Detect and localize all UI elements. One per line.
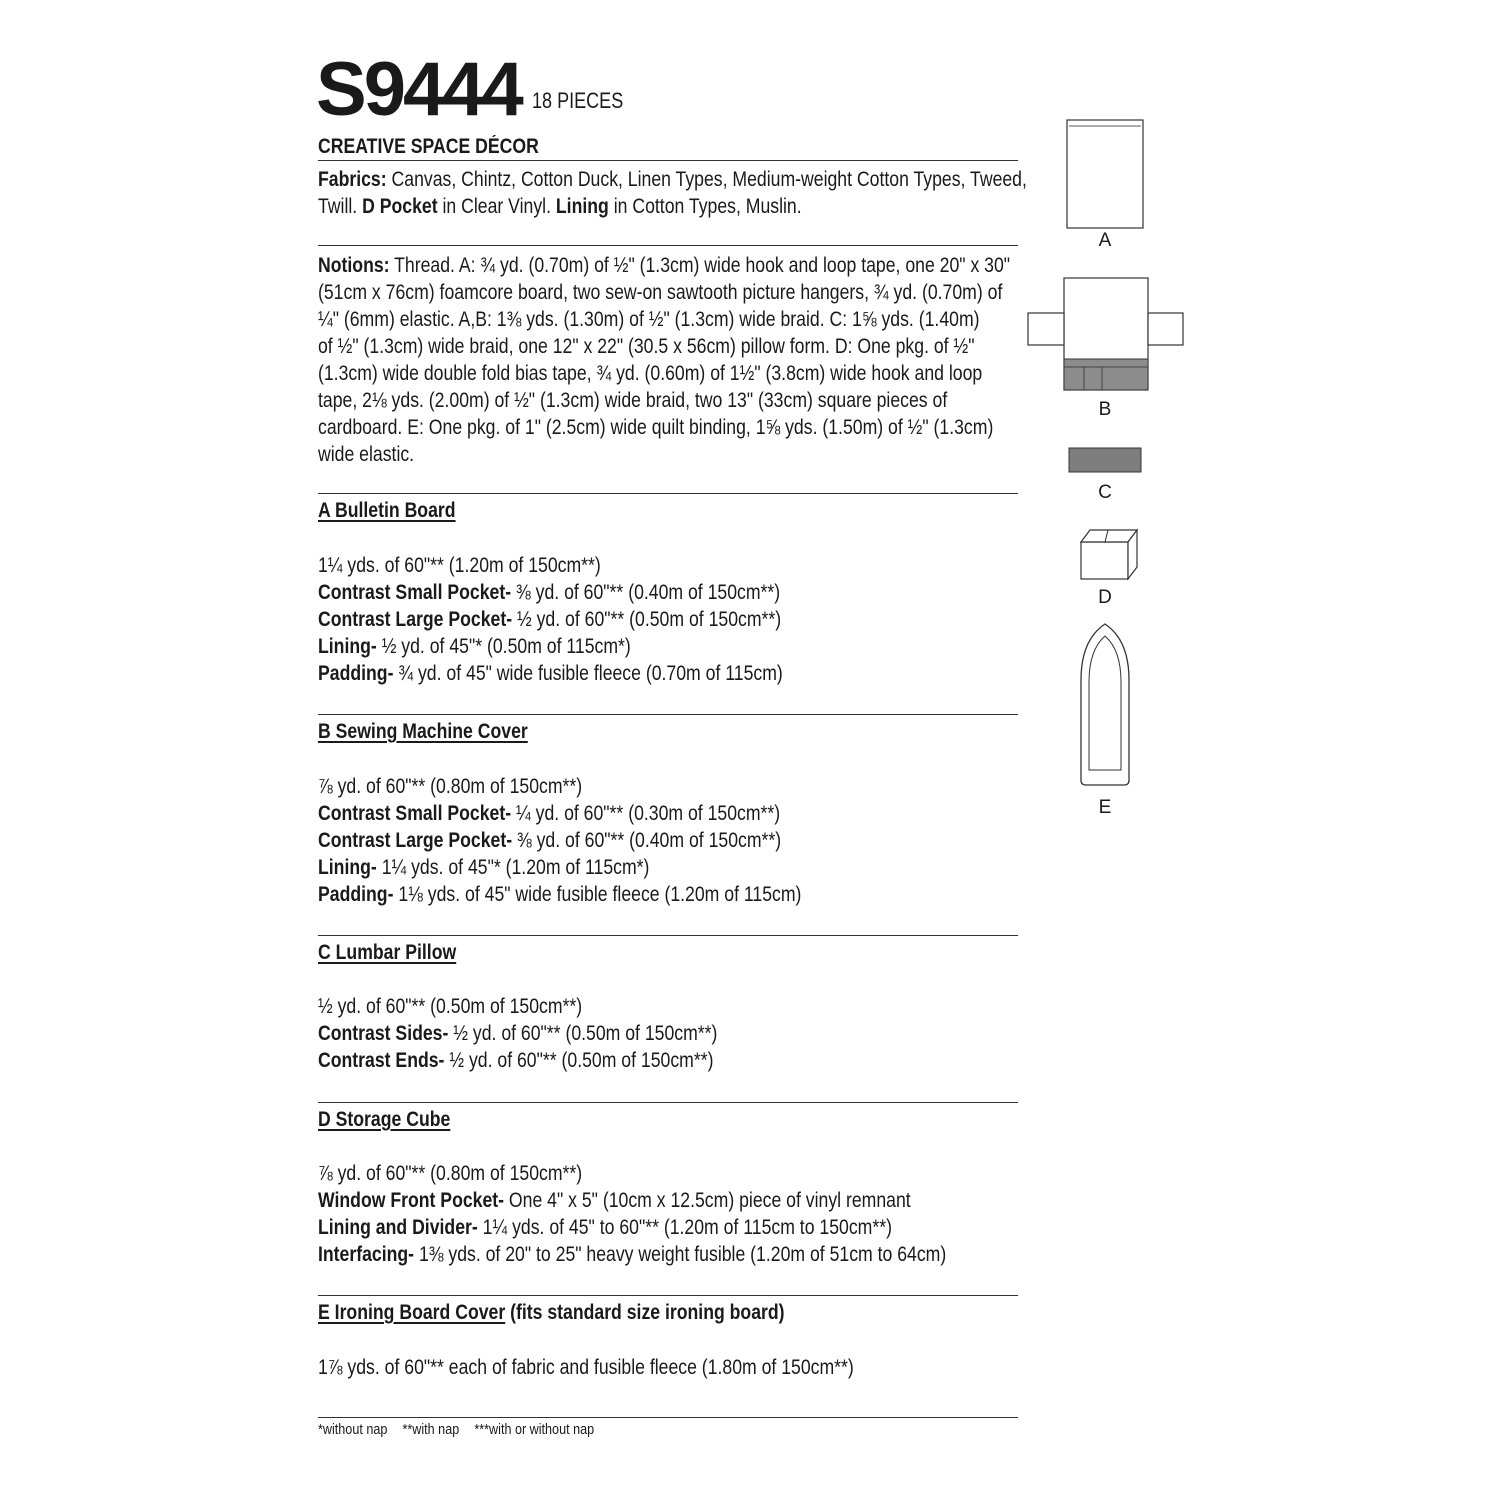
yardage-text: ½ yd. of 60"** (0.50m of 150cm**) [448,1022,718,1045]
yardage-label: Lining- [318,856,377,879]
yardage-row [318,993,582,1020]
yardage-label: Contrast Large Pocket- [318,829,513,852]
yardage-row [318,773,582,800]
view-label: B [1098,399,1112,420]
yardage-text: One 4" x 5" (10cm x 12.5cm) piece of vinyl remnant [504,1189,911,1212]
divider [318,714,1018,715]
yardage-text: 1⅜ yds. of 20" to 25" heavy weight fusible (1.20m of 51cm to 64cm) [414,1243,947,1266]
section-title-e-note: (fits standard size ironing board) [505,1301,785,1324]
nap-note: ***with or without nap [474,1421,595,1438]
nap-note: *without nap [318,1421,388,1438]
yardage-row [318,1187,911,1214]
notions-line: of ½" (1.3cm) wide braid, one 12" x 22" (30.5 x 56cm) pillow form. D: One pkg. of ½" [318,335,975,358]
fabrics-text-2c: in Cotton Types, Muslin. [608,195,802,218]
divider [318,160,1018,161]
notions-line [318,252,1011,279]
fabrics-line-1 [318,166,1027,193]
view-label: E [1098,797,1112,818]
view-d-illustration [1081,530,1137,579]
yardage-row [318,606,781,633]
notions-line: (1.3cm) wide double fold bias tape, ¾ yd. (0.60m) of 1½" (3.8cm) wide hook and loop [318,362,983,385]
pattern-title: CREATIVE SPACE DÉCOR [318,135,539,158]
yardage-text: ¼ yd. of 60"** (0.30m of 150cm**) [511,802,781,825]
yardage-label: Window Front Pocket- [318,1189,505,1212]
notions-line: wide elastic. [318,443,415,466]
nap-legend [318,1421,609,1438]
yardage-text: 1⅞ yds. of 60"** each of fabric and fusible fleece (1.80m of 150cm**) [318,1356,854,1379]
yardage-label: Padding- [318,883,394,906]
yardage-text: ½ yd. of 60"** (0.50m of 150cm**) [444,1049,714,1072]
yardage-text: 1¼ yds. of 45" to 60"** (1.20m of 115cm to 150cm**) [477,1216,892,1239]
yardage-row [318,800,780,827]
yardage-text: ⅜ yd. of 60"** (0.40m of 150cm**) [511,581,781,604]
yardage-text: ½ yd. of 60"** (0.50m of 150cm**) [318,995,583,1018]
yardage-row [318,881,801,908]
yardage-row [318,1214,892,1241]
yardage-row [318,1160,582,1187]
section-title-wrap [318,499,482,523]
divider [318,1417,1018,1418]
fabrics-label: Fabrics: [318,168,387,191]
notions-text: Thread. A: ¾ yd. (0.70m) of ½" (1.3cm) wide hook and loop tape, one 20" x 30" [389,254,1011,277]
yardage-label: Contrast Sides- [318,1022,449,1045]
yardage-label: Lining and Divider- [318,1216,478,1239]
section-title-wrap [318,1301,873,1325]
yardage-row [318,633,631,660]
divider [318,1295,1018,1296]
pattern-number: S9444 [316,47,521,132]
yardage-row [318,1047,713,1074]
yardage-text: ⅞ yd. of 60"** (0.80m of 150cm**) [318,775,583,798]
section-title-e: E Ironing Board Cover [318,1301,506,1324]
view-a-illustration [1067,120,1143,228]
yardage-text: ½ yd. of 45"* (0.50m of 115cm*) [376,635,631,658]
pattern-title-wrap [318,135,581,159]
yardage-label: Contrast Ends- [318,1049,445,1072]
yardage-text: ⅜ yd. of 60"** (0.40m of 150cm**) [512,829,782,852]
yardage-label: Contrast Small Pocket- [318,802,512,825]
notions-line: ¼" (6mm) elastic. A,B: 1⅜ yds. (1.30m) of ½" (1.3cm) wide braid. C: 1⅝ yds. (1.40m) [318,308,980,331]
section-title-a: A Bulletin Board [318,499,456,522]
section-title-wrap [318,1108,476,1132]
yardage-text: 1¼ yds. of 60"** (1.20m of 150cm**) [318,554,601,577]
notions-line: cardboard. E: One pkg. of 1" (2.5cm) wide quilt binding, 1⅝ yds. (1.50m) of ½" (1.3cm) [318,416,994,439]
pocket-label: D Pocket [362,195,438,218]
section-title-d: D Storage Cube [318,1108,451,1131]
notions-block [318,252,1018,468]
nap-note: **with nap [402,1421,460,1438]
view-thumbnails [1020,110,1200,830]
view-c-illustration [1069,448,1141,472]
yardage-label: Contrast Large Pocket- [318,608,513,631]
notions-line: tape, 2⅛ yds. (2.00m) of ½" (1.3cm) wide braid, two 13" (33cm) square pieces of [318,389,948,412]
yardage-row [318,660,783,687]
view-label: C [1098,482,1112,503]
fabrics-block [318,166,1027,220]
fabrics-text-1: Canvas, Chintz, Cotton Duck, Linen Types, Medium-weight Cotton Types, Tweed, [386,168,1027,191]
yardage-text: ⅞ yd. of 60"** (0.80m of 150cm**) [318,1162,583,1185]
yardage-row [318,579,780,606]
yardage-label: Padding- [318,662,394,685]
fabrics-text-2a: Twill. [318,195,363,218]
yardage-label: Interfacing- [318,1243,415,1266]
view-e-illustration [1081,624,1129,785]
yardage-row [318,1020,717,1047]
yardage-row [318,827,781,854]
lining-label: Lining [555,195,609,218]
pieces-count: 18 PIECES [532,88,624,113]
section-title-b: B Sewing Machine Cover [318,720,528,743]
divider [318,493,1018,494]
view-b-illustration [1028,278,1183,390]
divider [318,245,1018,246]
divider [318,1102,1018,1103]
section-title-wrap [318,941,483,965]
yardage-text: ½ yd. of 60"** (0.50m of 150cm**) [512,608,782,631]
fabrics-text-2b: in Clear Vinyl. [437,195,556,218]
divider [318,935,1018,936]
yardage-label: Contrast Small Pocket- [318,581,512,604]
yardage-text: 1¼ yds. of 45"* (1.20m of 115cm*) [376,856,650,879]
section-title-wrap [318,720,568,744]
view-label: D [1098,587,1112,608]
fabrics-line-2 [318,193,906,220]
yardage-text: 1⅛ yds. of 45" wide fusible fleece (1.20m of 115cm) [393,883,802,906]
section-title-e-line [318,1301,785,1325]
section-title-c: C Lumbar Pillow [318,941,457,964]
yardage-row [318,854,649,881]
yardage-row [318,1354,854,1381]
yardage-row [318,1241,946,1268]
notions-label: Notions: [318,254,390,277]
notions-line: (51cm x 76cm) foamcore board, two sew-on sawtooth picture hangers, ¾ yd. (0.70m) of [318,281,1003,304]
view-label: A [1098,230,1112,251]
yardage-text: ¾ yd. of 45" wide fusible fleece (0.70m of 115cm) [393,662,783,685]
yardage-label: Lining- [318,635,377,658]
yardage-row [318,552,601,579]
